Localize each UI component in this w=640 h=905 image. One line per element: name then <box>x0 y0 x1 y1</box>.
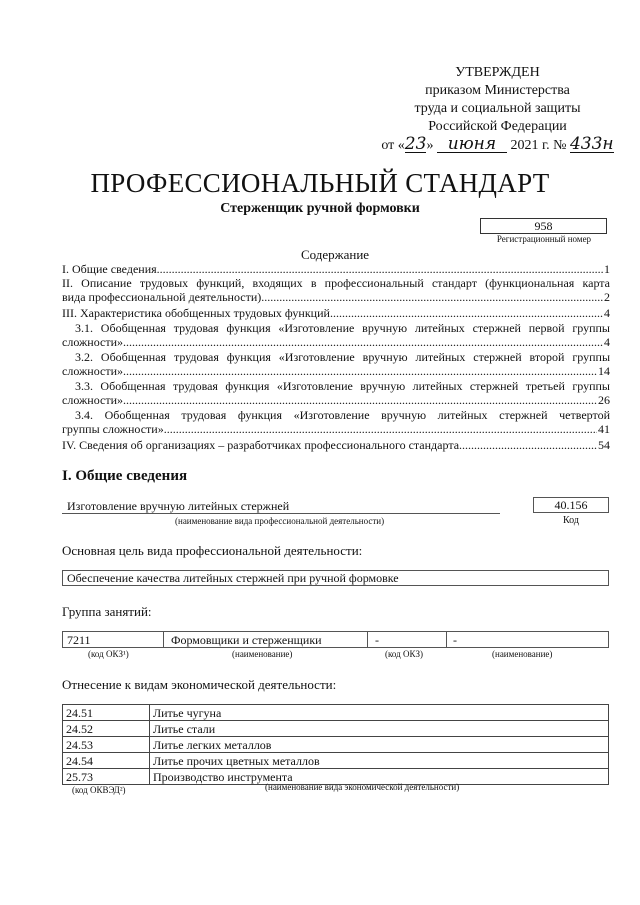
approval-line1: УТВЕРЖДЕН <box>455 65 540 80</box>
approval-line3: труда и социальной защиты <box>414 101 581 116</box>
goal-field: Обеспечение качества литейных стержней при ручной формовке <box>62 570 609 586</box>
code-caption: Код <box>563 515 579 526</box>
toc-item-1[interactable]: I. Общие сведения ..... 1 <box>62 262 610 276</box>
group-label: Группа занятий: <box>62 604 152 619</box>
toc-item-2[interactable]: II. Описание трудовых функций, входящих в профессиональный стандарт (функциональная карта вида профессиональной деятельности) ..... 2 <box>62 276 610 304</box>
okz-code-2: - <box>375 633 379 647</box>
table-row: 24.54 Литье прочих цветных металлов <box>63 753 609 769</box>
toc-item-3-3[interactable]: 3.3. Обобщенная трудовая функция «Изготовление вручную литейных стержней третьей группы сложности» ..... 26 <box>62 379 610 407</box>
okved-table <box>62 704 609 785</box>
group-name-1: Формовщики и стерженщики <box>171 633 322 647</box>
order-number: 433н <box>569 134 614 154</box>
approval-line4: Российской Федерации <box>428 119 567 134</box>
cap-name-1: (наименование) <box>232 649 293 659</box>
approval-date: от «23» июня 2021 г. № 433н <box>381 134 614 154</box>
toc-item-3-1[interactable]: 3.1. Обобщенная трудовая функция «Изготовление вручную литейных стержней первой группы сложности» ..... 4 <box>62 321 610 349</box>
toc-item-3-4[interactable]: 3.4. Обобщенная трудовая функция «Изготовление вручную литейных стержней четвертой группы сложности» ..... 41 <box>62 408 610 436</box>
activity-name: Изготовление вручную литейных стержней <box>62 499 500 514</box>
okved-cap-code: (код ОКВЭД²) <box>72 785 126 795</box>
toc-item-4[interactable]: IV. Сведения об организациях – разработчиках профессионального стандарта ..... 54 <box>62 438 610 452</box>
toc-item-3[interactable]: III. Характеристика обобщенных трудовых функций ..... 4 <box>62 306 610 320</box>
toc-item-3-2[interactable]: 3.2. Обобщенная трудовая функция «Изготовление вручную литейных стержней второй группы сложности» ..... 14 <box>62 350 610 378</box>
table-row: 25.73 Производство инструмента <box>63 769 609 785</box>
group-row <box>62 631 609 648</box>
date-month: июня <box>437 136 507 153</box>
okved-label: Отнесение к видам экономической деятельности: <box>62 677 337 692</box>
page-title: ПРОФЕССИОНАЛЬНЫЙ СТАНДАРТ <box>90 168 550 198</box>
table-row: 24.52 Литье стали <box>63 721 609 737</box>
date-day: 23 <box>404 134 427 154</box>
cap-okz-1: (код ОКЗ¹) <box>88 649 129 659</box>
table-row: 24.51 Литье чугуна <box>63 705 609 721</box>
section-heading: I. Общие сведения <box>62 468 188 484</box>
group-name-2: - <box>453 633 457 647</box>
toc-heading: Содержание <box>300 247 370 262</box>
registration-number: 958 <box>480 218 607 234</box>
approval-block <box>360 64 635 155</box>
okved-cap-name: (наименование вида экономической деятельности) <box>265 782 460 792</box>
cap-okz-2: (код ОКЗ) <box>385 649 423 659</box>
cap-name-2: (наименование) <box>492 649 553 659</box>
table-row: 24.53 Литье легких металлов <box>63 737 609 753</box>
okz-code-1: 7211 <box>67 633 91 647</box>
approval-line2: приказом Министерства <box>425 83 570 98</box>
goal-label: Основная цель вида профессиональной деятельности: <box>62 543 363 558</box>
activity-code: 40.156 <box>533 497 609 513</box>
registration-label: Регистрационный номер <box>496 234 592 244</box>
page-subtitle: Стерженщик ручной формовки <box>220 201 420 216</box>
activity-caption: (наименование вида профессиональной деятельности) <box>175 516 385 526</box>
